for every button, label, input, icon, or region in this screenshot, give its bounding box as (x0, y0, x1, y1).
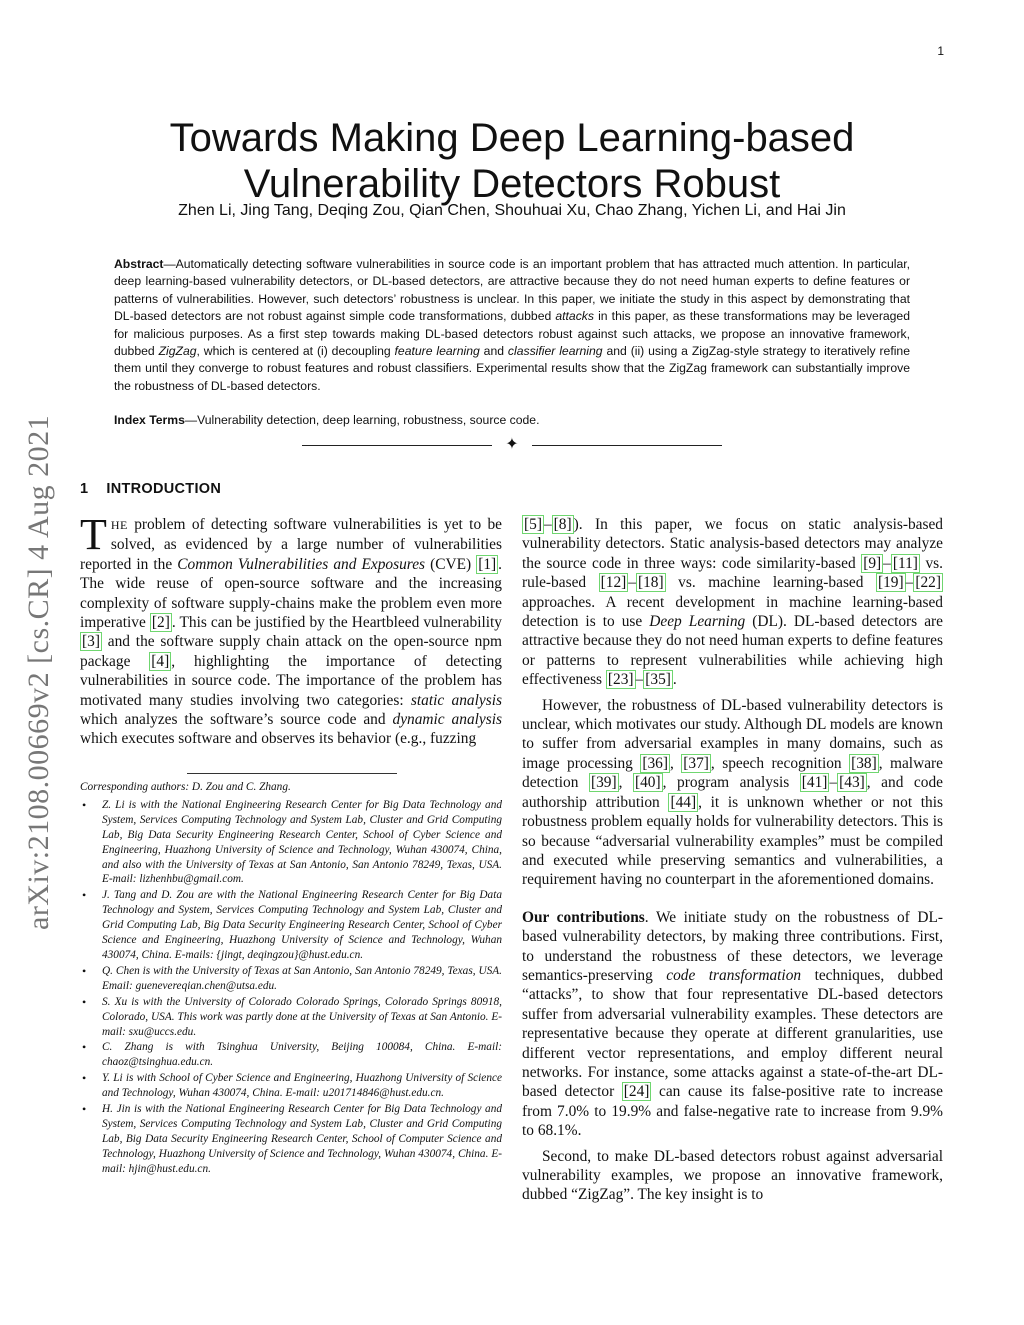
body-text: (DL). DL-based detectors are attractive because they do not need human experts to define features or patterns to represent vulnerabilities while achieving high effectiveness (522, 613, 943, 689)
citation-link[interactable]: [18] (637, 574, 664, 592)
body-text: , speech recognition (710, 754, 850, 772)
body-text: , program analysis (662, 774, 800, 792)
emphasis-text: static analysis (410, 691, 502, 709)
section-divider (302, 436, 722, 456)
left-column (80, 510, 503, 749)
body-paragraph (522, 515, 943, 690)
body-text: and the software supply chain attack on the open-source npm package (80, 633, 502, 670)
body-text: , highlighting the importance of detecting vulnerabilities in source code. The importance of the problem has motivated many studies involving two categories: (80, 652, 502, 709)
body-text: – (905, 574, 914, 592)
emphasis-text: Common Vulnerabilities and Exposures (177, 555, 426, 573)
citation-link[interactable]: [4] (151, 652, 170, 670)
right-column (522, 515, 943, 1205)
affiliation-item: • J. Tang and D. Zou are with the National Engineering Research Center for Big Data Technology and System, Services Computing Technology and System Lab, Cluster and Grid Computing Lab, Big Data Security Engineering Research Center, School of Cyber Science and Engineering, Huazhong University of Science and Technology, Wuhan 430074, China. E-mails: {jingt, deqingzou}@hust.edu.cn. (80, 888, 502, 963)
body-text: techniques, dubbed “attacks”, to show that four representative DL-based detectors suffer from adversarial vulnerability examples. These detectors are representative because they operate at different granularities, use different vector representations, and employ different neural networks. For instance, some attacks against a state-of-the-art DL-based detector (522, 966, 943, 1101)
title-line: Vulnerability Detectors Robust (243, 161, 781, 206)
citation-link[interactable]: [44] (670, 793, 697, 811)
section-number: 1 (80, 481, 89, 497)
abstract-emphasis: feature learning (394, 344, 480, 359)
citation-link[interactable]: [38] (851, 754, 877, 772)
section-heading (80, 481, 221, 497)
citation-link[interactable]: [8] (553, 516, 572, 533)
body-text: (CVE) (425, 555, 477, 573)
abstract-text: —Automatically detecting software vulnerabilities in source code is an important problem that has attracted much attention. In particular, deep learning-based vulnerability detectors, or DL-based detectors, are attractive because they do not need human experts to define features or patterns of vulnerabilities. However, such detectors’ robustness is unclear. In this paper, we initiate the study in this aspect by demonstrating that DL-based detectors are not robust against simple code transformations, dubbed (114, 257, 910, 324)
abstract-text: and (ii) using a ZigZag-style strategy to iteratively refine them until they converge to robust features and robust classifiers. Experimental results show that the ZigZag framework can substantially improve the robustness of DL-based detectors. (114, 344, 910, 393)
body-text: , (618, 774, 633, 792)
citation-link[interactable]: [19] (877, 574, 904, 592)
abstract-text: , which is centered at (i) decoupling (196, 344, 395, 359)
title-line: Towards Making Deep Learning-based (169, 115, 855, 160)
body-text: . The wide reuse of open-source software and the increasing complexity of software supply-chains make the problem even more imperative (80, 555, 503, 632)
emphasis-text: code transformation (666, 966, 802, 984)
abstract-text: in this paper, as these transformations may be leveraged for malicious purposes. As a first step towards making DL-based detectors robust against such attacks, we propose an innovative framework, dubbed (114, 309, 910, 359)
citation-link[interactable]: [12] (600, 574, 627, 592)
body-text: – (628, 574, 636, 592)
body-text: which executes software and observes its behavior (e.g., fuzzing (80, 730, 477, 748)
body-text: , it is unknown whether or not this robustness problem equally holds for vulnerability detectors. This is so because “adversarial vulnerability examples” must be compiled and executed while preserving semantics and vulnerabilities, a requirement having no counterpart in the aforementioned domains. (522, 793, 943, 889)
divider-star-icon: ✦ (505, 436, 519, 453)
emphasis-text: Deep Learning (649, 613, 746, 631)
paper-title (100, 115, 924, 207)
citation-link[interactable]: [37] (683, 754, 709, 772)
citation-link[interactable]: [5] (524, 516, 542, 533)
citation-link[interactable]: [9] (863, 554, 882, 572)
arxiv-identifier: arXiv:2108.00669v2 [cs.CR] 4 Aug 2021 (22, 414, 55, 930)
body-text: . We initiate study on the robustness of DL-based vulnerability detectors, by making three contributions. First, to understand the robustness of these detectors, we leverage semantics-preserving (522, 908, 944, 984)
affiliation-list (80, 798, 502, 1177)
dropcap: T (80, 510, 107, 559)
citation-link[interactable]: [40] (634, 774, 661, 792)
citation-link[interactable]: [35] (645, 671, 671, 689)
affiliation-item: • S. Xu is with the University of Colorado Colorado Springs, Colorado Springs 80918, Colorado, USA. This work was partly done at the University of Texas at San Antonio. E-mail: sxu@uccs.edu. (80, 995, 502, 1040)
affiliation-item: • Z. Li is with the National Engineering Research Center for Big Data Technology and System, Services Computing Technology and System Lab, Cluster and Grid Computing Lab, Big Data Security Engineering Research Center, School of Cyber Science and Engineering, Huazhong University of Science and Technology, Wuhan 430074, China, and also with the University of Texas at San Antonio, San Antonio 78249, Texas, USA. E-mail: lizhenhbu@gmail.com. (80, 798, 502, 887)
smallcaps-text: HE (110, 518, 128, 532)
abstract-emphasis: classifier learning (507, 344, 603, 359)
divider-line (532, 445, 722, 446)
body-text: approaches. A recent development in machine learning-based detection is to use (522, 593, 943, 631)
body-text: – (635, 671, 644, 689)
citation-link[interactable]: [11] (892, 554, 918, 572)
author-list: Zhen Li, Jing Tang, Deqing Zou, Qian Chen, Shouhuai Xu, Chao Zhang, Yichen Li, and Hai Jin (178, 202, 846, 219)
body-text: which analyzes the software’s source code and (80, 711, 393, 729)
body-text: . (672, 671, 677, 689)
body-text: . This can be justified by the Heartbleed vulnerability (171, 614, 503, 632)
affiliation-item: • Y. Li is with School of Cyber Science and Engineering, Huazhong University of Science and Technology, Wuhan 430074, China. E-mail: u201714846@hust.edu.cn. (80, 1071, 502, 1101)
citation-link[interactable]: [1] (478, 555, 497, 573)
intro-paragraph (80, 510, 503, 749)
citation-link[interactable]: [41] (801, 774, 828, 792)
citation-link[interactable]: [22] (915, 574, 941, 592)
body-text: ). In this paper, we focus on static analysis-based vulnerability detectors. Static analysis-based detectors may analyze the source code in three ways: code similarity-based (522, 516, 943, 572)
body-text: problem of detecting software vulnerabilities is yet to be solved, as evidenced by a large number of vulnerabilities reported in the (80, 516, 502, 573)
emphasis-text: dynamic analysis (392, 711, 503, 729)
body-text: – (829, 774, 838, 792)
body-text: – (883, 554, 891, 572)
index-terms (114, 412, 910, 429)
footnotes (80, 780, 502, 1178)
footnote-rule (187, 773, 397, 774)
citation-link[interactable]: [36] (642, 754, 668, 772)
citation-link[interactable]: [39] (590, 774, 617, 792)
body-text: – (543, 516, 552, 533)
affiliation-item: • H. Jin is with the National Engineering Research Center for Big Data Technology and System, Services Computing Technology and System Lab, Cluster and Grid Computing Lab, Big Data Security Engineering Research Center, School of Computer Science and Technology, Huazhong University of Science and Technology, Wuhan 430074, China. E-mail: hjin@hust.edu.cn. (80, 1102, 502, 1177)
citation-link[interactable]: [3] (82, 633, 100, 651)
body-paragraph: Second, to make DL-based detectors robust against adversarial vulnerability examples, we propose an innovative framework, dubbed “ZigZag”. The key insight is to (522, 1147, 943, 1204)
body-paragraph (522, 696, 943, 890)
body-text: , (669, 754, 682, 772)
abstract-emphasis: ZigZag (158, 344, 197, 359)
section-title: INTRODUCTION (106, 481, 222, 497)
affiliation-item: • Q. Chen is with the University of Texas at San Antonio, San Antonio 78249, Texas, USA. Email: guenevereqian.chen@utsa.edu. (80, 964, 502, 994)
body-text: vs. machine learning-based (665, 574, 876, 592)
body-text: , malware detection (522, 754, 943, 792)
paragraph-heading: Our contributions (522, 908, 645, 926)
abstract-label: Abstract (114, 257, 164, 271)
abstract (114, 256, 910, 395)
body-text: can cause its false-positive rate to increase from 7.0% to 19.9% and false-negative rate to increase from 9.9% to 68.1%. (522, 1083, 943, 1140)
citation-link[interactable]: [43] (839, 774, 865, 792)
divider-line (302, 445, 492, 446)
affiliation-item: • C. Zhang is with Tsinghua University, Beijing 100084, China. E-mail: chaoz@tsinghua.edu.cn. (80, 1040, 502, 1070)
contributions-paragraph (522, 908, 943, 1141)
abstract-text: and (479, 344, 508, 359)
page-number: 1 (937, 44, 944, 58)
citation-link[interactable]: [23] (607, 671, 634, 689)
citation-link[interactable]: [24] (623, 1083, 650, 1101)
body-text: However, the robustness of DL-based vulnerability detectors is unclear, which motivates our study. Although DL models are known to suffer from adversarial examples in many domains, such as image processing (522, 696, 943, 772)
index-terms-text: —Vulnerability detection, deep learning, robustness, source code. (184, 413, 540, 427)
body-text: , and code authorship attribution (522, 774, 943, 811)
citation-link[interactable]: [2] (151, 614, 170, 632)
corresponding-authors: Corresponding authors: D. Zou and C. Zhang. (80, 781, 291, 793)
abstract-emphasis: attacks (555, 309, 594, 324)
index-terms-label: Index Terms (114, 413, 185, 427)
body-text: vs. rule-based (522, 554, 943, 592)
